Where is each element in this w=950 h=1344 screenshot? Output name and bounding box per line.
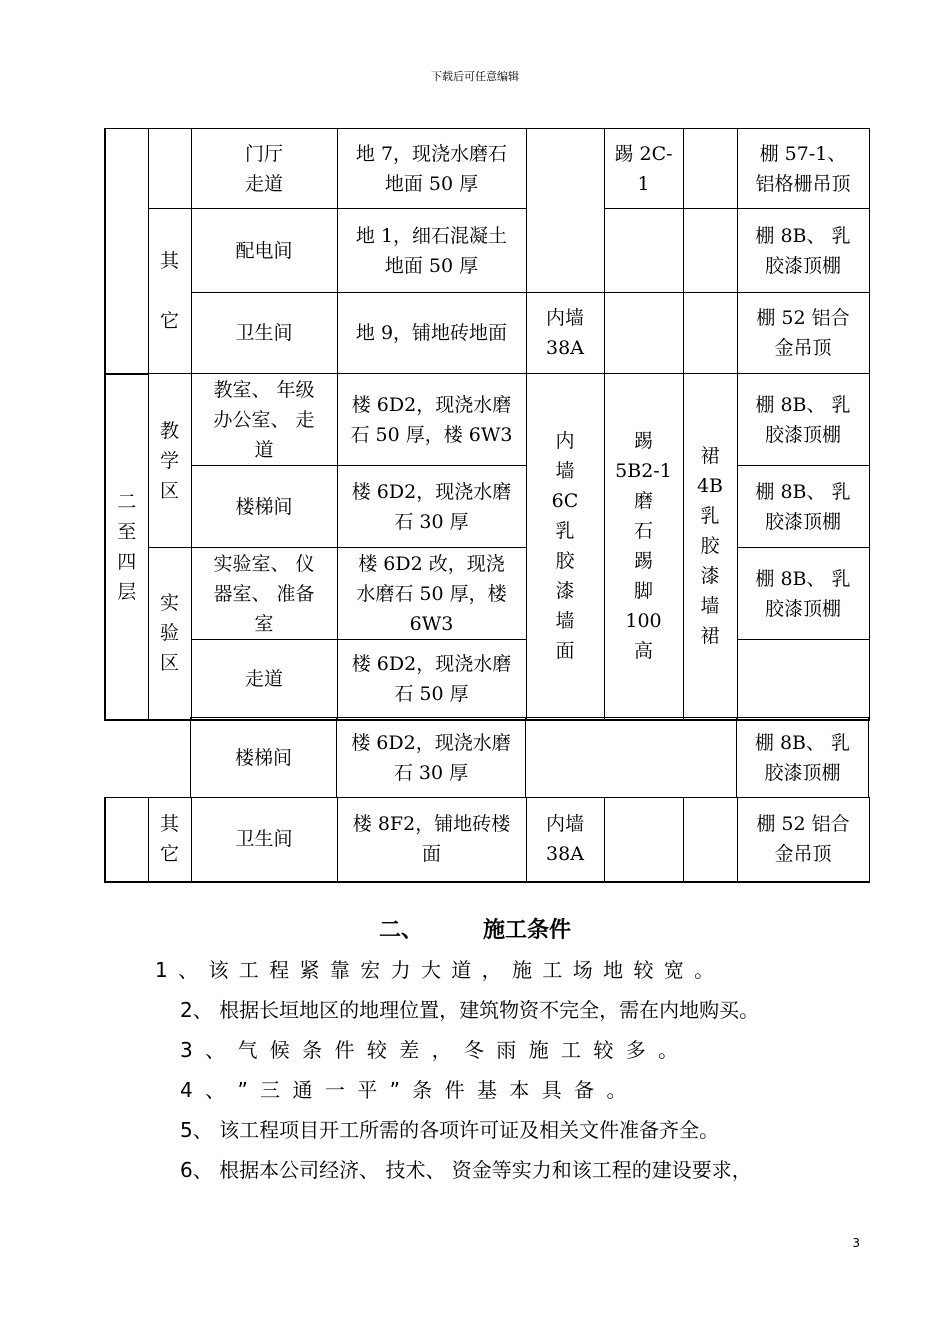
base-main: 踢 5B2-1 磨 石 踢 脚 100 高	[604, 374, 683, 720]
floor-power: 地 1，细石混凝土 地面 50 厚	[337, 209, 526, 293]
section-number: 二、	[378, 918, 423, 943]
group-other-2: 其 它	[148, 798, 191, 882]
stair-row-table	[190, 717, 869, 798]
floor-entrance: 地 7，现浇水磨石 地面 50 厚	[337, 129, 526, 209]
paragraph-2: 2、 根据长垣地区的地理位置，建筑物资不完全，需在内地购买。	[180, 998, 760, 1022]
wall-stair-2	[526, 718, 737, 798]
floor-toilet-2: 楼 8F2，铺地砖楼 面	[337, 798, 526, 882]
group-lab: 实 验 区	[148, 548, 191, 720]
group-teaching: 教 学 区	[148, 374, 191, 548]
header-note: 下载后可任意编辑	[431, 70, 519, 83]
room-stair: 楼梯间	[191, 466, 337, 548]
page-number: 3	[852, 1236, 860, 1250]
floor-label-empty-2	[105, 798, 148, 882]
wall-entrance	[526, 129, 604, 293]
wall-toilet-2: 内墙 38A	[526, 798, 604, 882]
ceiling-power: 棚 8B、 乳 胶漆顶棚	[737, 209, 869, 293]
paragraph-1: 1 、 该 工 程 紧 靠 宏 力 大 道 ， 施 工 场 地 较 宽 。	[155, 958, 717, 982]
room-toilet-2: 卫生间	[191, 798, 337, 882]
dado-power	[683, 209, 737, 293]
ceiling-entrance: 棚 57-1、 铝格栅吊顶	[737, 129, 869, 209]
base-power	[604, 209, 683, 293]
room-toilet: 卫生间	[191, 293, 337, 374]
group-other: 其 它	[148, 209, 191, 374]
floor-stair-2: 楼 6D2，现浇水磨 石 30 厚	[337, 718, 526, 798]
floor-corridor: 楼 6D2，现浇水磨 石 50 厚	[337, 640, 526, 720]
room-corridor: 走道	[191, 640, 337, 720]
wall-toilet: 内墙 38A	[526, 293, 604, 374]
room-stair-2: 楼梯间	[191, 718, 337, 798]
section-title	[0, 913, 950, 944]
dado-toilet-2	[683, 798, 737, 882]
other-row-table	[104, 797, 870, 883]
ceiling-toilet: 棚 52 铝合 金吊顶	[737, 293, 869, 374]
dado-toilet	[683, 293, 737, 374]
floor-stair: 楼 6D2，现浇水磨 石 30 厚	[337, 466, 526, 548]
dado-entrance	[683, 129, 737, 209]
dado-main: 裙 4B 乳 胶 漆 墙 裙	[683, 374, 737, 720]
ceiling-toilet-2: 棚 52 铝合 金吊顶	[737, 798, 869, 882]
room-classroom: 教室、 年级 办公室、 走 道	[191, 374, 337, 466]
ceiling-lab: 棚 8B、 乳 胶漆顶棚	[737, 548, 869, 640]
base-toilet-2	[604, 798, 683, 882]
room-entrance: 门厅 走道	[191, 129, 337, 209]
room-lab: 实验室、 仪 器室、 准备 室	[191, 548, 337, 640]
floor-toilet: 地 9，铺地砖地面	[337, 293, 526, 374]
base-toilet	[604, 293, 683, 374]
floor-lab: 楼 6D2 改，现浇 水磨石 50 厚，楼 6W3	[337, 548, 526, 640]
group-empty	[148, 129, 191, 209]
floor-label-2-4: 二 至 四 层	[105, 374, 148, 720]
finish-schedule-table	[104, 128, 870, 721]
ceiling-stair: 棚 8B、 乳 胶漆顶棚	[737, 466, 869, 548]
section-title-text: 施工条件	[483, 918, 572, 943]
floor-label-empty	[105, 129, 148, 374]
wall-main: 内 墙 6C 乳 胶 漆 墙 面	[526, 374, 604, 720]
base-entrance: 踢 2C- 1	[604, 129, 683, 209]
ceiling-classroom: 棚 8B、 乳 胶漆顶棚	[737, 374, 869, 466]
ceiling-stair-2: 棚 8B、 乳 胶漆顶棚	[737, 718, 869, 798]
room-power: 配电间	[191, 209, 337, 293]
paragraph-5: 5、 该工程项目开工所需的各项许可证及相关文件准备齐全。	[180, 1118, 720, 1142]
paragraph-3: 3 、 气 候 条 件 较 差 ， 冬 雨 施 工 较 多 。	[180, 1038, 682, 1062]
paragraph-4: 4 、 ” 三 通 一 平 ” 条 件 基 本 具 备 。	[180, 1078, 630, 1102]
paragraph-6: 6、 根据本公司经济、 技术、 资金等实力和该工程的建设要求，	[180, 1158, 752, 1182]
floor-classroom: 楼 6D2，现浇水磨 石 50 厚，楼 6W3	[337, 374, 526, 466]
ceiling-corridor	[737, 640, 869, 720]
